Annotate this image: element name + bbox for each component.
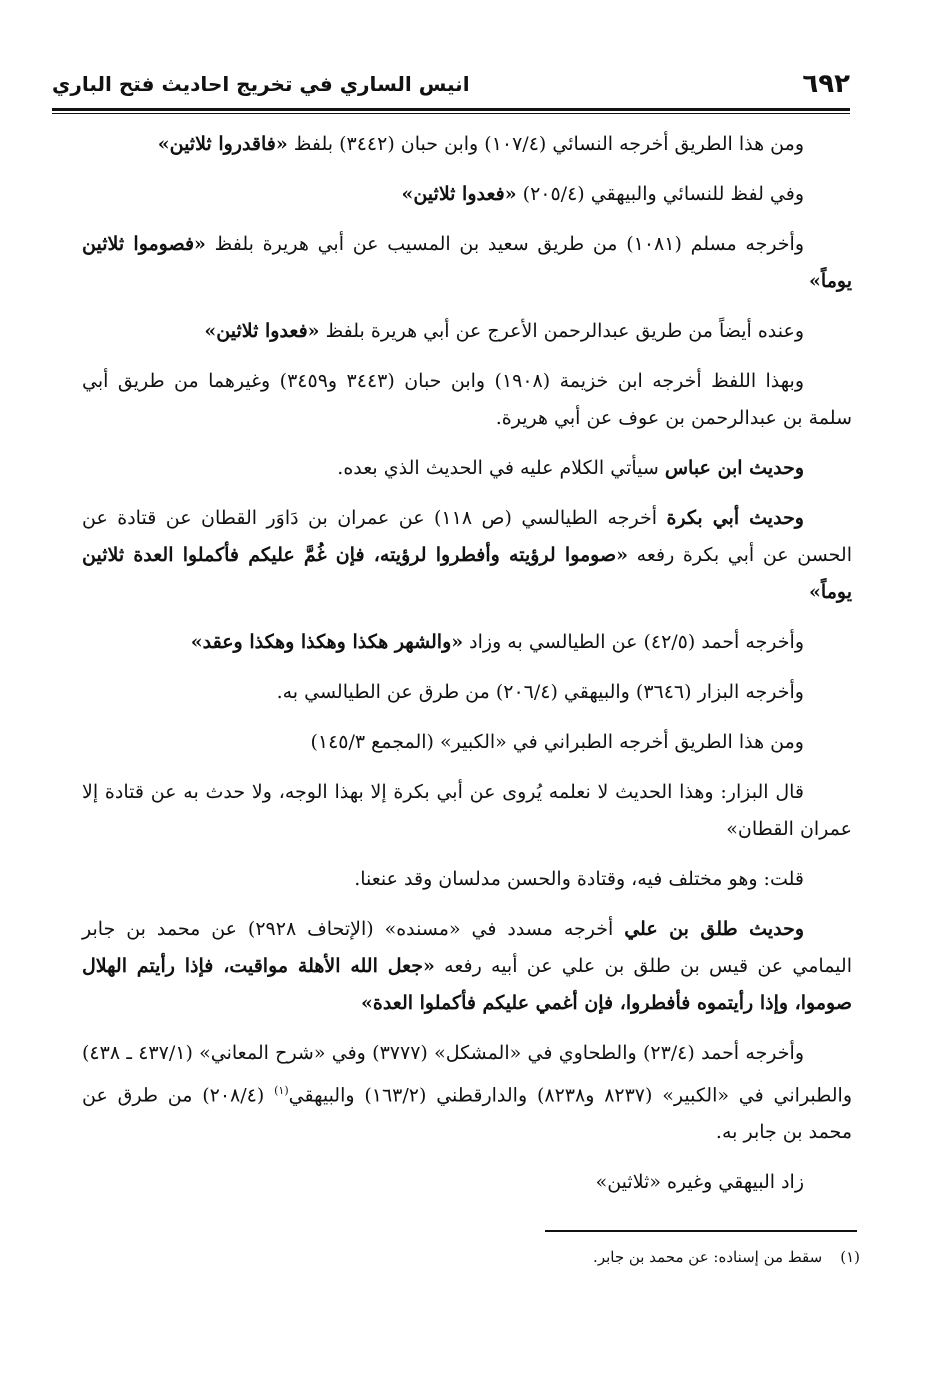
paragraph: زاد البيهقي وغيره «ثلاثين» xyxy=(595,1171,804,1194)
paragraph: وأخرجه أحمد (٤٢/٥) عن الطيالسي به وزاد «والشهر هكذا وهكذا وهكذا وعقد» xyxy=(190,631,804,653)
footnote-rule xyxy=(545,1230,857,1232)
paragraph: وأخرجه مسلم (١٠٨١) من طريق سعيد بن المسيب عن أبي هريرة بلفظ «فصوموا ثلاثين يوماً» xyxy=(82,233,852,292)
footnote xyxy=(420,1244,860,1270)
paragraph: وحديث أبي بكرة أخرجه الطيالسي (ص ١١٨) عن عمران بن دَاوَر القطان عن قتادة عن الحسن عن أبي بكرة رفعه «صوموا لرؤيته وأفطروا لرؤيته، فإن غُمَّ عليكم فأكملوا العدة ثلاثين يوماً» xyxy=(82,507,852,603)
book-title: انيس الساري في تخريج احاديث فتح الباري xyxy=(52,72,470,96)
paragraph: وأخرجه البزار (٣٦٤٦) والبيهقي (٢٠٦/٤) من طرق عن الطيالسي به. xyxy=(276,681,804,703)
paragraph: ومن هذا الطريق أخرجه الطبراني في «الكبير» (المجمع ١٤٥/٣) xyxy=(310,731,804,753)
footnote-number: (١) xyxy=(840,1248,860,1266)
body-text xyxy=(82,126,852,1214)
footnote-ref: (١) xyxy=(274,1084,289,1097)
paragraph: وبهذا اللفظ أخرجه ابن خزيمة (١٩٠٨) وابن حبان (٣٤٤٣ و٣٤٥٩) وغيرهما من طريق أبي سلمة بن عبدالرحمن بن عوف عن أبي هريرة. xyxy=(82,370,852,429)
running-header xyxy=(52,62,850,106)
paragraph: ومن هذا الطريق أخرجه النسائي (١٠٧/٤) وابن حبان (٣٤٤٢) بلفظ «فاقدروا ثلاثين» xyxy=(157,133,804,155)
paragraph: وحديث طلق بن علي أخرجه مسدد في «مسنده» (الإتحاف ٢٩٢٨) عن محمد بن جابر اليمامي عن قيس بن طلق بن علي عن أبيه رفعه «جعل الله الأهلة مواقيت، فإذا رأيتم الهلال صوموا، وإذا رأيتموه فأفطروا، فإن أغمي عليكم فأكملوا العدة» xyxy=(82,918,852,1014)
footnote-text: سقط من إسناده: عن محمد بن جابر. xyxy=(593,1248,823,1266)
paragraph: قلت: وهو مختلف فيه، وقتادة والحسن مدلسان وقد عنعنا. xyxy=(354,868,804,890)
paragraph: وحديث ابن عباس سيأتي الكلام عليه في الحديث الذي بعده. xyxy=(337,457,804,479)
header-rule xyxy=(52,108,850,111)
paragraph: وأخرجه أحمد (٢٣/٤) والطحاوي في «المشكل» (٣٧٧٧) وفي «شرح المعاني» (٤٣٧/١ ـ ٤٣٨) والطبراني في «الكبير» (٨٢٣٧ و٨٢٣٨) والدارقطني (١٦٣/٢) والبيهقي$^{(١)}$ (٢٠٨/٤) من طرق عن محمد بن جابر به. xyxy=(82,1042,852,1144)
paragraph: قال البزار: وهذا الحديث لا نعلمه يُروى عن أبي بكرة إلا بهذا الوجه، ولا حدث به عن قتادة إلا عمران القطان» xyxy=(82,781,852,840)
page-number: ٦٩٢ xyxy=(802,69,850,99)
paragraph: وعنده أيضاً من طريق عبدالرحمن الأعرج عن أبي هريرة بلفظ «فعدوا ثلاثين» xyxy=(204,320,804,342)
paragraph: وفي لفظ للنسائي والبيهقي (٢٠٥/٤) «فعدوا ثلاثين» xyxy=(401,183,804,205)
header-rule-thin xyxy=(52,113,850,114)
